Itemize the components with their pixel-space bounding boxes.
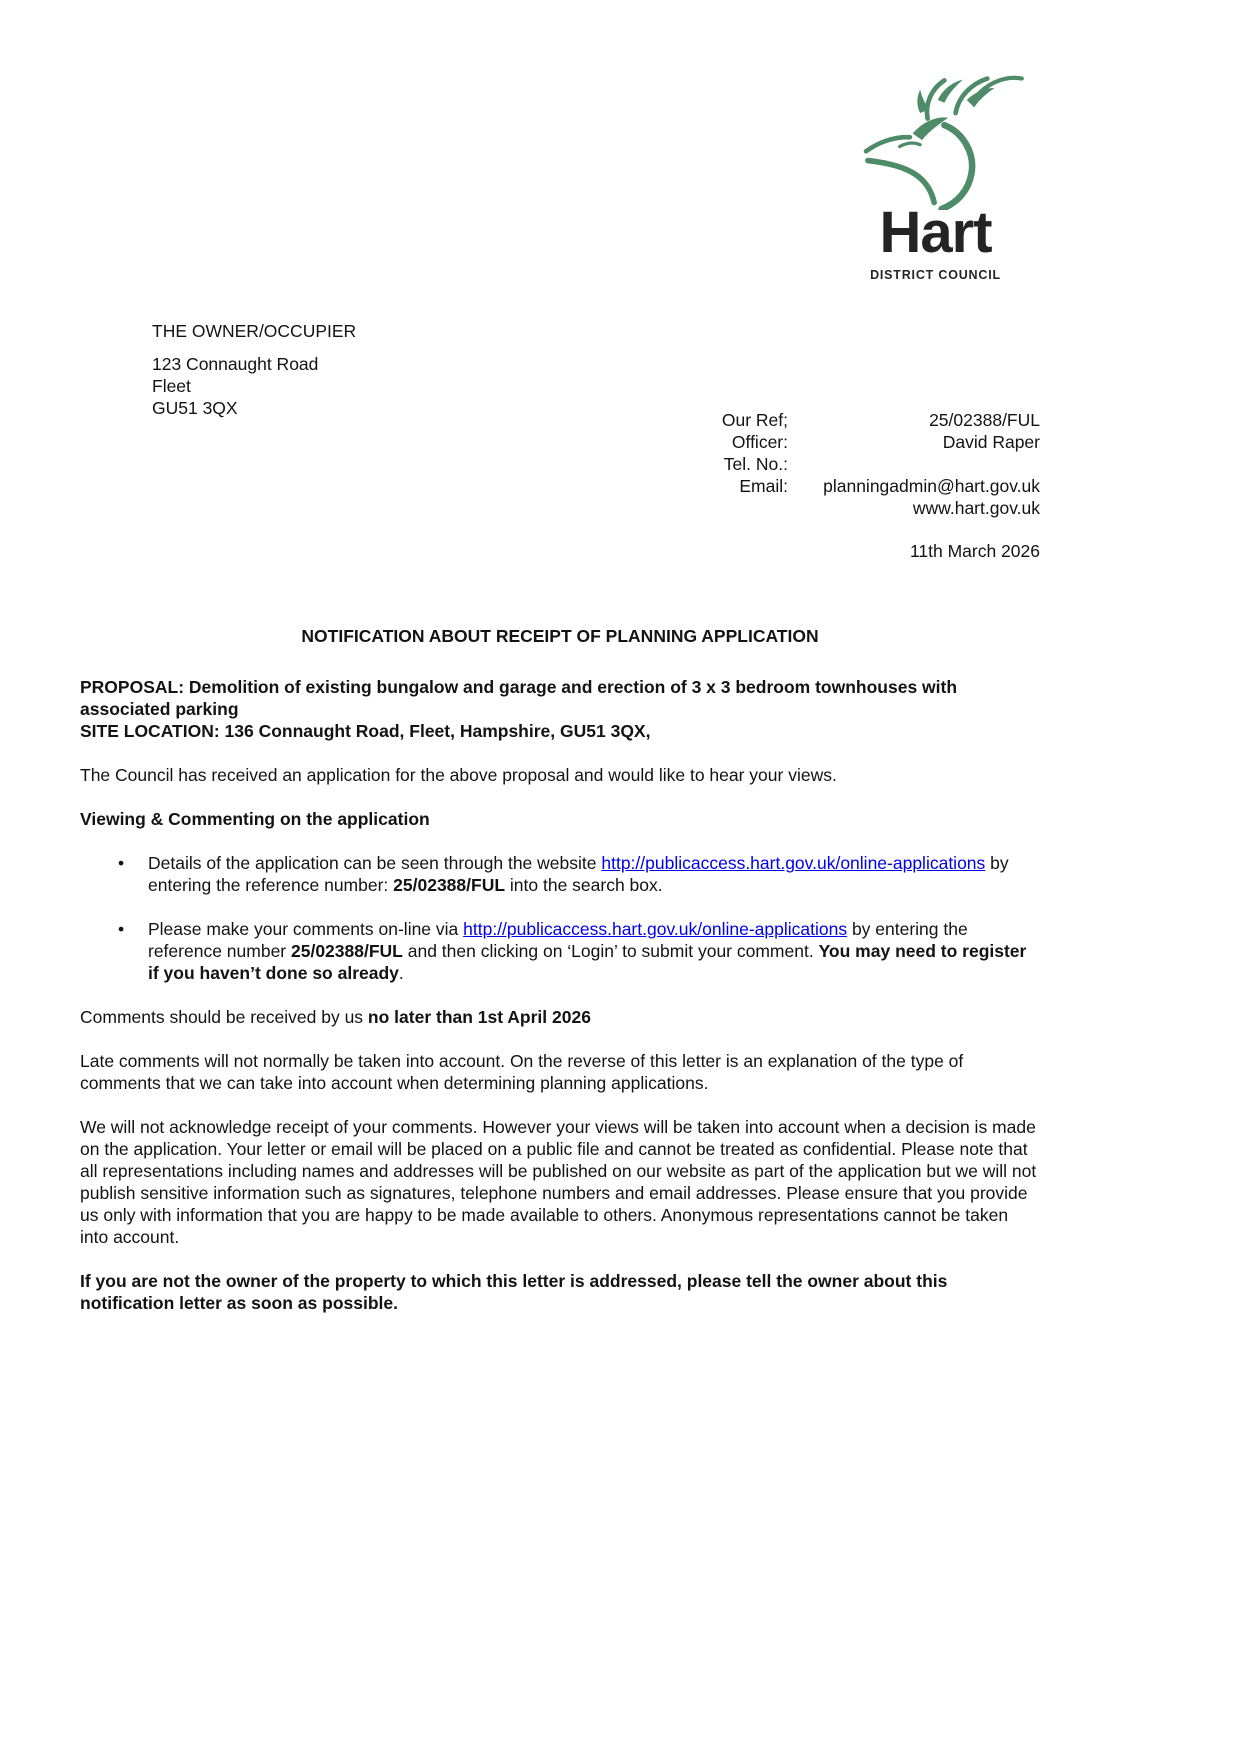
recipient-address-block xyxy=(152,320,356,419)
logo-wordmark: Hart xyxy=(879,200,992,265)
reference-row xyxy=(722,497,1040,519)
recipient-name: THE OWNER/OCCUPIER xyxy=(152,321,357,341)
body-blocks xyxy=(80,676,1040,1314)
reference-row xyxy=(722,431,1040,453)
recipient-address-lines xyxy=(152,353,356,419)
text-run: and then clicking on ‘Login’ to submit your comment. xyxy=(402,941,819,961)
bold-text-run: 25/02388/FUL xyxy=(393,875,506,895)
reference-label: Tel. No.: xyxy=(723,454,788,474)
text-run: We will not acknowledge receipt of your comments. However your views will be taken into account when a decision is made on the application. Your letter or email will be placed on a public file and cannot be treated as confidential. Please note that all representations including names and addresses will be published on our website as part of the application but we will not publish sensitive information such as signatures, telephone numbers and email addresses. Please ensure that you provide us only with information that you are happy to be made available to others. Anonymous representations cannot be taken into account. xyxy=(80,1117,1037,1247)
reference-value: planningadmin@hart.gov.uk xyxy=(823,476,1040,496)
bold-text-run: PROPOSAL: Demolition of existing bungalow and garage and erection of 3 x 3 bedroom townhouses with associated parking xyxy=(80,677,958,719)
reference-row xyxy=(722,453,1040,475)
logo-subtitle: DISTRICT COUNCIL xyxy=(870,268,1001,282)
reference-value xyxy=(788,453,1040,475)
owner-notice-paragraph xyxy=(80,1270,1040,1314)
bullet-icon: • xyxy=(118,853,125,873)
privacy-paragraph xyxy=(80,1116,1040,1248)
proposal-block xyxy=(80,676,1040,742)
bold-text-run: no later than 1st April 2026 xyxy=(367,1007,591,1027)
reference-value: www.hart.gov.uk xyxy=(912,498,1040,518)
bullet-text xyxy=(148,919,1026,983)
text-run: . xyxy=(398,963,404,983)
address-line: Fleet xyxy=(152,376,191,396)
address-line: 123 Connaught Road xyxy=(152,354,319,374)
text-run: by entering the reference number xyxy=(148,919,968,961)
text-run: into the search box. xyxy=(505,875,663,895)
bullet-comments-online xyxy=(80,918,1040,984)
reference-label: Officer: xyxy=(731,432,788,452)
address-line: GU51 3QX xyxy=(152,398,238,418)
bold-text-run: If you are not the owner of the property to which this letter is addressed, please tell the owner about this notification letter as soon as possible. xyxy=(80,1271,948,1313)
reference-row xyxy=(722,475,1040,497)
text-run: Late comments will not normally be taken into account. On the reverse of this letter is an explanation of the type of comments that we can take into account when determining planning applications. xyxy=(80,1051,964,1093)
bullet-icon: • xyxy=(118,919,125,939)
hart-deer-logo xyxy=(847,72,1025,210)
text-run: Comments should be received by us xyxy=(80,1007,368,1027)
text-run: Details of the application can be seen through the website xyxy=(148,853,602,873)
deadline-paragraph xyxy=(80,1006,1040,1028)
reference-label xyxy=(722,497,788,519)
intro-paragraph xyxy=(80,764,1040,786)
bold-text-run: 25/02388/FUL xyxy=(291,941,403,961)
reference-value: David Raper xyxy=(942,432,1040,452)
text-run: The Council has received an application for the above proposal and would like to hear your views. xyxy=(80,765,837,785)
hyperlink[interactable]: http://publicaccess.hart.gov.uk/online-applications xyxy=(463,919,848,939)
viewing-commenting-heading xyxy=(80,808,1040,830)
letter-title: NOTIFICATION ABOUT RECEIPT OF PLANNING APPLICATION xyxy=(301,626,819,646)
bold-text-run: You may need to register if you haven’t done so already xyxy=(148,941,1027,983)
text-run: by entering the reference number: xyxy=(148,853,1009,895)
late-comments-paragraph xyxy=(80,1050,1040,1094)
reference-label: Email: xyxy=(739,476,788,496)
reference-block xyxy=(722,409,1040,519)
letterhead xyxy=(843,72,1028,282)
bullet-text xyxy=(148,853,1009,895)
letter-body xyxy=(80,625,1040,1336)
letter-date: 11th March 2026 xyxy=(909,541,1040,561)
reference-label: Our Ref; xyxy=(721,410,788,430)
hyperlink[interactable]: http://publicaccess.hart.gov.uk/online-applications xyxy=(601,853,986,873)
reference-row xyxy=(722,409,1040,431)
bullet-website-details xyxy=(80,852,1040,896)
text-run: Viewing & Commenting on the application xyxy=(80,809,430,829)
bold-text-run: SITE LOCATION: 136 Connaught Road, Fleet, Hampshire, GU51 3QX, xyxy=(80,721,651,741)
reference-value: 25/02388/FUL xyxy=(929,410,1040,430)
text-run: Please make your comments on-line via xyxy=(148,919,464,939)
